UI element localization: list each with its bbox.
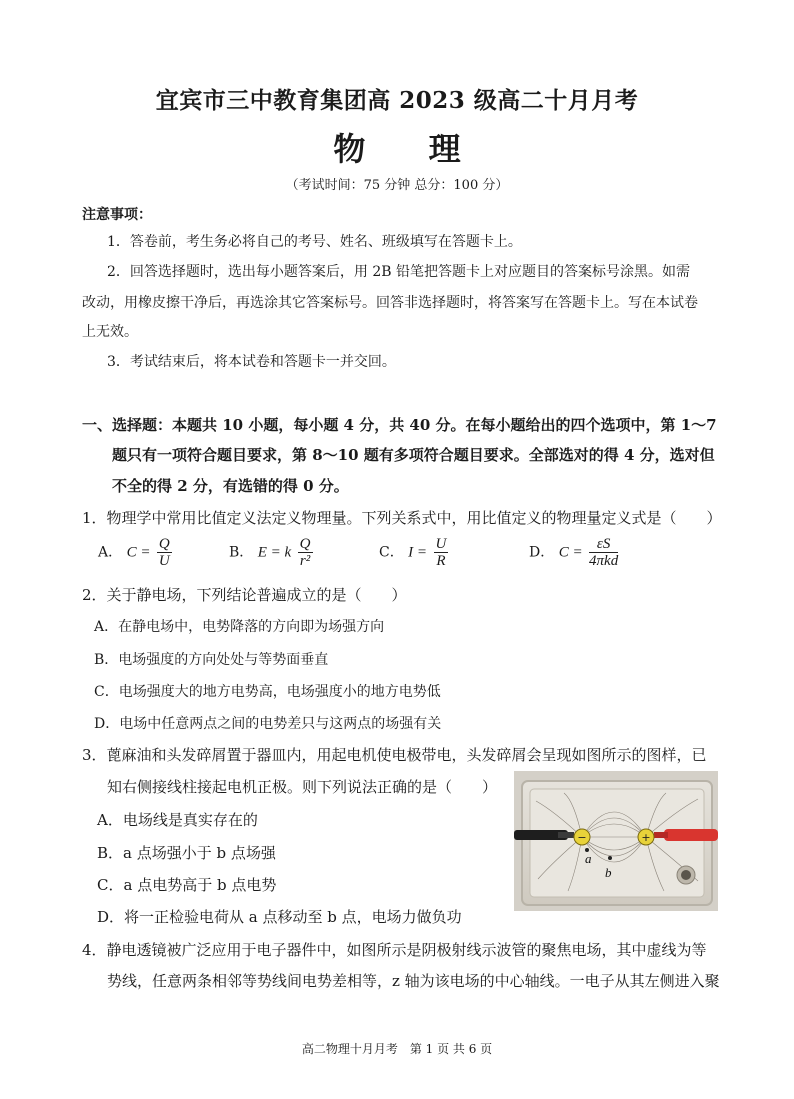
q1-option-d-denominator: 4πkd [589, 553, 619, 569]
q3-point-a-label: a [585, 851, 592, 866]
q3-option-d: D．将一正检验电荷从 a 点移动至 b 点，电场力做负功 [97, 908, 462, 926]
q1-option-b [229, 536, 315, 569]
page-footer: 高二物理十月月考 第 1 页 共 6 页 [301, 1042, 493, 1056]
notice-item-2-line-2: 改动，用橡皮擦干净后，再选涂其它答案标号。回答非选择题时，将答案写在答题卡上。写在本试卷 [82, 295, 698, 311]
q1-option-c-denominator: R [436, 553, 446, 569]
q1-option-d-label: D． [529, 544, 555, 561]
q4-stem-line-1: 4．静电透镜被广泛应用于电子器件中，如图所示是阴极射线示波管的聚焦电场，其中虚线为等 [82, 941, 707, 959]
q1-option-c-fraction [434, 536, 449, 569]
q3-field-photo [514, 771, 718, 911]
exam-title: 宜宾市三中教育集团高 2023 级高二十月月考 [155, 87, 639, 114]
section-1-line-3: 不全的得 2 分，有选错的得 0 分。 [112, 477, 349, 495]
q1-option-a-fraction [157, 536, 172, 569]
notice-item-2-line-1: 2．回答选择题时，选出每小题答案后，用 2B 铅笔把答题卡上对应题目的答案标号涂黑。如需 [107, 264, 691, 280]
q1-option-a-lhs: C = [126, 544, 151, 561]
q3-option-b: B．a 点场强小于 b 点场强 [97, 844, 276, 862]
q2-option-c: C．电场强度大的地方电势高，电场强度小的地方电势低 [94, 684, 441, 700]
q2-stem: 2．关于静电场，下列结论普遍成立的是（ ） [82, 586, 407, 604]
q3-negative-electrode-sign: − [577, 831, 587, 844]
notice-item-2-line-3: 上无效。 [82, 324, 138, 340]
subject-title: 物 理 [333, 130, 487, 168]
q1-option-c [379, 536, 450, 569]
q3-option-a: A．电场线是真实存在的 [97, 811, 258, 829]
q3-field-photo-drawing [514, 771, 718, 911]
q2-option-a: A．在静电场中，电势降落的方向即为场强方向 [94, 619, 385, 635]
notice-heading: 注意事项： [82, 207, 152, 223]
q1-option-c-label: C． [379, 544, 404, 561]
q1-option-b-lhs: E = k [257, 544, 292, 561]
q3-point-b-label: b [605, 865, 612, 880]
q1-option-c-numerator: U [435, 536, 447, 552]
q1-option-c-lhs: I = [408, 544, 428, 561]
q3-stem-line-1: 3．蓖麻油和头发碎屑置于器皿内，用起电机使电极带电，头发碎屑会呈现如图所示的图样，已 [82, 746, 707, 764]
notice-item-1: 1．答卷前，考生务必将自己的考号、姓名、班级填写在答题卡上。 [107, 234, 522, 250]
q1-option-b-label: B． [229, 544, 254, 561]
q1-option-d-fraction [589, 536, 618, 569]
q1-option-d-lhs: C = [558, 544, 583, 561]
section-1-line-2: 题只有一项符合题目要求，第 8～10 题有多项符合题目要求。全部选对的得 4 分，选对但 [112, 446, 715, 464]
q1-option-a-numerator: Q [158, 536, 170, 552]
q1-option-a-label: A． [98, 544, 123, 561]
q1-stem: 1．物理学中常用比值定义法定义物理量。下列关系式中，用比值定义的物理量定义式是（ ） [82, 509, 722, 527]
q1-option-b-numerator: Q [299, 536, 311, 552]
notice-item-3: 3．考试结束后，将本试卷和答题卡一并交回。 [107, 354, 396, 370]
q3-stem-line-2: 知右侧接线柱接起电机正极。则下列说法正确的是（ ） [107, 778, 498, 796]
q3-option-c: C．a 点电势高于 b 点电势 [97, 876, 277, 894]
q4-stem-line-2: 势线，任意两条相邻等势线间电势差相等，z 轴为该电场的中心轴线。一电子从其左侧进入聚 [107, 972, 720, 990]
section-1-line-1: 一、选择题：本题共 10 小题，每小题 4 分，共 40 分。在每小题给出的四个选项中，第 1～7 [82, 416, 717, 434]
exam-info: （考试时间：75 分钟 总分：100 分） [285, 178, 509, 193]
q1-option-b-denominator: r² [299, 553, 311, 569]
q2-option-d: D．电场中任意两点之间的电势差只与这两点的场强有关 [94, 716, 442, 732]
q1-option-a-denominator: U [158, 553, 170, 569]
q1-option-d-numerator: εS [589, 536, 618, 553]
q1-option-a [98, 536, 174, 569]
q1-option-d [529, 536, 620, 569]
q1-option-b-fraction [298, 536, 313, 569]
q3-positive-electrode-sign: + [641, 831, 651, 844]
q2-option-b: B．电场强度的方向处处与等势面垂直 [94, 652, 329, 668]
